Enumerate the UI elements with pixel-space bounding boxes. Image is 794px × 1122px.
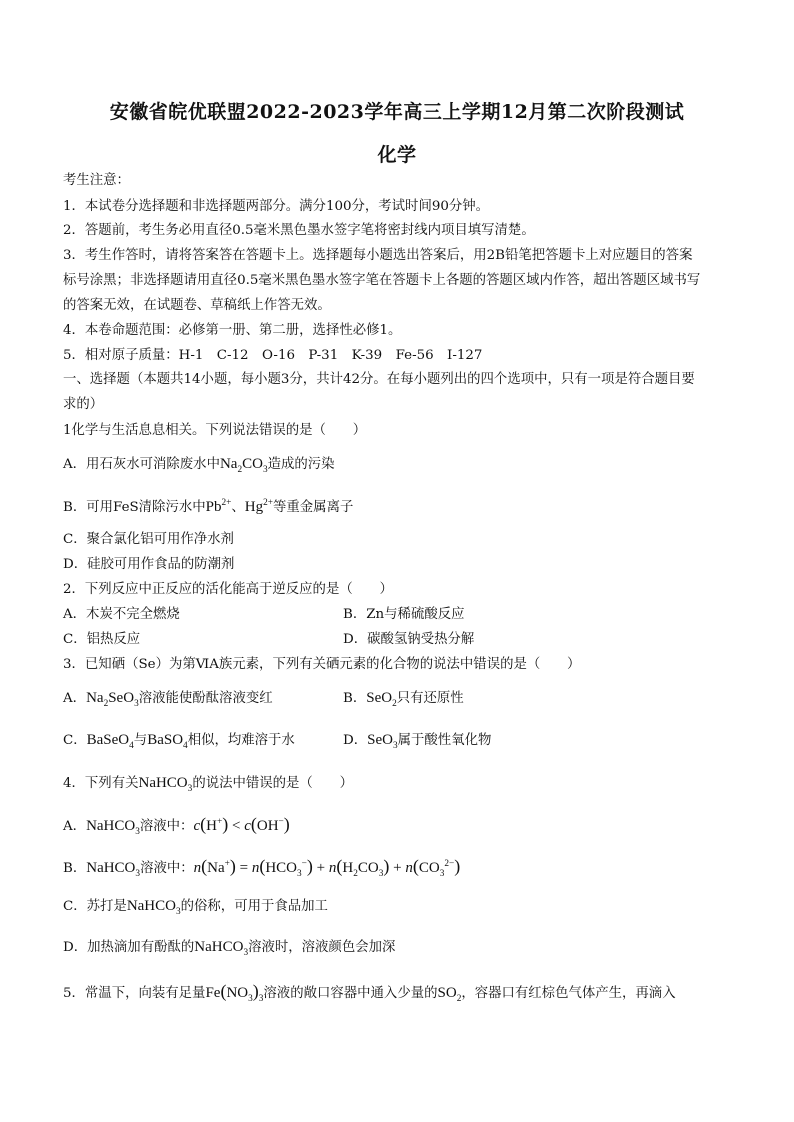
notice-item: 2．答题前，考生务必用直径0.5毫米黑色墨水签字笔将密封线内项目填写清楚。 [63,223,535,238]
q4-option-d: D．加热滴加有酚酞的NaHCO$_3$溶液时，溶液颜色会加深 [63,939,396,958]
q1-stem: 1化学与生活息息相关。下列说法错误的是（ ） [63,423,367,438]
q2-option-c: C．铝热反应 [63,632,141,647]
notice-heading: 考生注意： [63,173,130,188]
notice-item: 的答案无效，在试题卷、草稿纸上作答无效。 [63,298,331,313]
q3-option-a: A．$Na_2SeO_3$溶液能使酚酞溶液变红 [63,690,273,709]
q4-option-b: B．NaHCO$_3$溶液中：$n(Na^+) = n(HCO_3^-) + n(H_2CO_3) + n(CO_3^{2-})$ [63,856,461,879]
q4-option-c: C．苏打是NaHCO$_3$的俗称，可用于食品加工 [63,898,328,917]
q3-stem: 3．已知硒（Se）为第ⅥA族元素，下列有关硒元素的化合物的说法中错误的是（ ） [63,657,581,672]
q1-option-c: C．聚合氯化铝可用作净水剂 [63,532,234,547]
q1-option-d: D．硅胶可用作食品的防潮剂 [63,557,235,572]
section-heading-cont: 求的） [63,397,104,412]
section-heading: 一、选择题（本题共14小题，每小题3分，共计42分。在每小题列出的四个选项中，只有一项是符合题目要 [63,372,695,387]
exam-title: 安徽省皖优联盟2022-2023学年高三上学期12月第二次阶段测试 [109,101,685,123]
q3-options-row1 [63,689,743,708]
notice-item: 5．相对原子质量：H-1 C-12 O-16 P-31 K-39 Fe-56 I-127 [63,348,483,363]
q2-option-d: D．碳酸氢钠受热分解 [343,632,475,647]
q4-option-a: A．NaHCO$_3$溶液中：c(H+) < c(OH−) [63,814,290,837]
q1-option-b: B．可用FeS清除污水中$Pb^{2+}$、$Hg^{2+}$等重金属离子 [63,498,354,515]
q3-option-b: B．SeO$_2$只有还原性 [343,690,464,709]
q2-options-row2 [63,631,743,649]
subject-title: 化学 [377,144,417,166]
notice-item: 1．本试卷分选择题和非选择题两部分。满分100分，考试时间90分钟。 [63,199,490,214]
notice-item: 标号涂黑；非选择题请用直径0.5毫米黑色墨水签字笔在答题卡上各题的答题区域内作答，超出答题区域书写 [63,273,701,288]
q2-option-a: A．木炭不完全燃烧 [63,607,180,622]
notice-item: 3．考生作答时，请将答案答在答题卡上。选择题每小题选出答案后，用2B铅笔把答题卡上对应题目的答案 [63,248,693,263]
q4-stem: 4．下列有关NaHCO$_3$的说法中错误的是（ ） [63,775,353,794]
q3-options-row2 [63,731,743,750]
q2-stem: 2．下列反应中正反应的活化能高于逆反应的是（ ） [63,582,393,597]
q1-option-a: A．用石灰水可消除废水中$Na_2CO_3$造成的污染 [63,456,335,475]
q5-stem: 5．常温下，向装有足量$Fe(NO_3)_3$溶液的敞口容器中通入少量的$SO_2$，容器口有红棕色气体产生，再滴入 [63,981,676,1004]
q2-option-b: B．Zn与稀硫酸反应 [343,607,465,622]
notice-item: 4．本卷命题范围：必修第一册、第二册，选择性必修1。 [63,323,402,338]
q2-options-row1 [63,606,743,624]
q3-option-d: D．SeO$_3$属于酸性氧化物 [343,732,492,751]
q3-option-c: C．BaSeO$_4$与BaSO$_4$相似，均难溶于水 [63,732,295,751]
